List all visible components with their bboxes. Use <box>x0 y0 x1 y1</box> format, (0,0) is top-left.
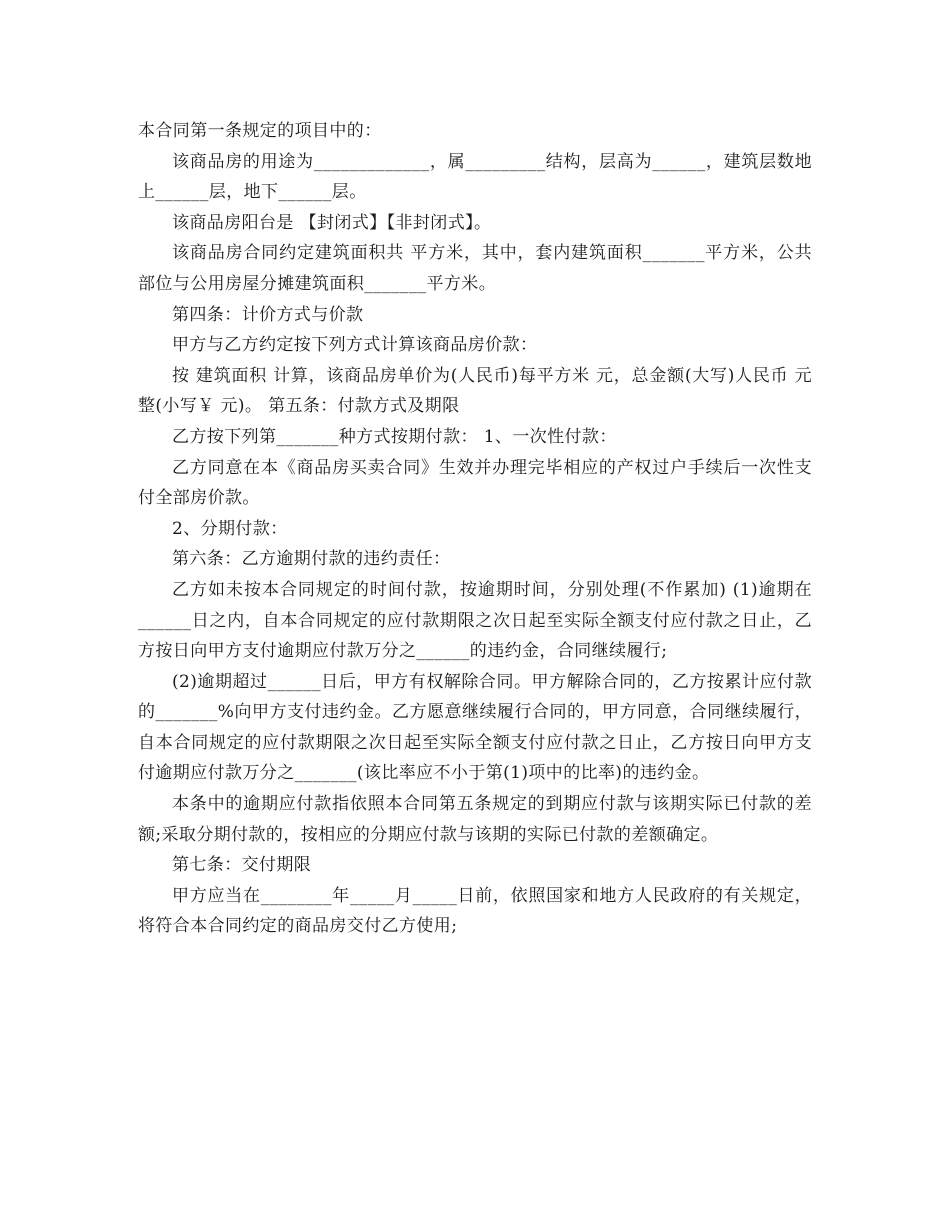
contract-body <box>138 116 812 942</box>
paragraph-payment-option: 乙方按下列第_______种方式按期付款： 1、一次性付款： <box>172 426 617 447</box>
paragraph-usage-structure: 该商品房的用途为_____________，属_________结构，层高为______，建筑层数地上______层，地下______层。 <box>138 151 812 203</box>
paragraph-delivery-deadline: 甲方应当在________年_____月_____日前，依照国家和地方人民政府的有关规定，将符合本合同约定的商品房交付乙方使用; <box>138 885 812 937</box>
heading-article-6: 第六条：乙方逾期付款的违约责任： <box>172 549 451 570</box>
paragraph-balcony: 该商品房阳台是 【封闭式】【非封闭式】。 <box>172 212 492 233</box>
paragraph-installment: 2、分期付款： <box>172 518 288 539</box>
heading-article-4: 第四条：计价方式与价款 <box>172 304 364 325</box>
paragraph-project-intro: 本合同第一条规定的项目中的： <box>138 121 382 141</box>
paragraph-price-method: 甲方与乙方约定按下列方式计算该商品房价款： <box>172 335 538 356</box>
paragraph-overdue-definition: 本条中的逾期应付款指依照本合同第五条规定的到期应付款与该期实际已付款的差额;采取分期付款的，按相应的分期应付款与该期的实际已付款的差额确定。 <box>138 794 812 845</box>
paragraph-unit-price: 按 建筑面积 计算，该商品房单价为(人民币)每平方米 元，总金额(大写)人民币 元整(小写￥ 元)。 第五条：付款方式及期限 <box>138 365 812 417</box>
paragraph-late-payment-1: 乙方如未按本合同规定的时间付款，按逾期时间，分别处理(不作累加) (1)逾期在______日之内，自本合同规定的应付款期限之次日起至实际全额支付应付款之日止，乙方按日向甲方支付逾期应付款万分之______的违约金，合同继续履行; <box>138 579 812 662</box>
paragraph-lump-sum: 乙方同意在本《商品房买卖合同》生效并办理完毕相应的产权过户手续后一次性支付全部房价款。 <box>138 457 812 509</box>
heading-article-7: 第七条：交付期限 <box>172 855 312 876</box>
paragraph-floor-area: 该商品房合同约定建筑面积共 平方米，其中，套内建筑面积_______平方米，公共部位与公用房屋分摊建筑面积_______平方米。 <box>138 243 812 294</box>
paragraph-late-payment-2: (2)逾期超过______日后，甲方有权解除合同。甲方解除合同的，乙方按累计应付款的_______%向甲方支付违约金。乙方愿意继续履行合同的，甲方同意，合同继续履行，自本合同规定的应付款期限之次日起至实际全额支付应付款之日止，乙方按日向甲方支付逾期应付款万分之_______(该比率应不小于第(1)项中的比率)的违约金。 <box>138 671 812 784</box>
